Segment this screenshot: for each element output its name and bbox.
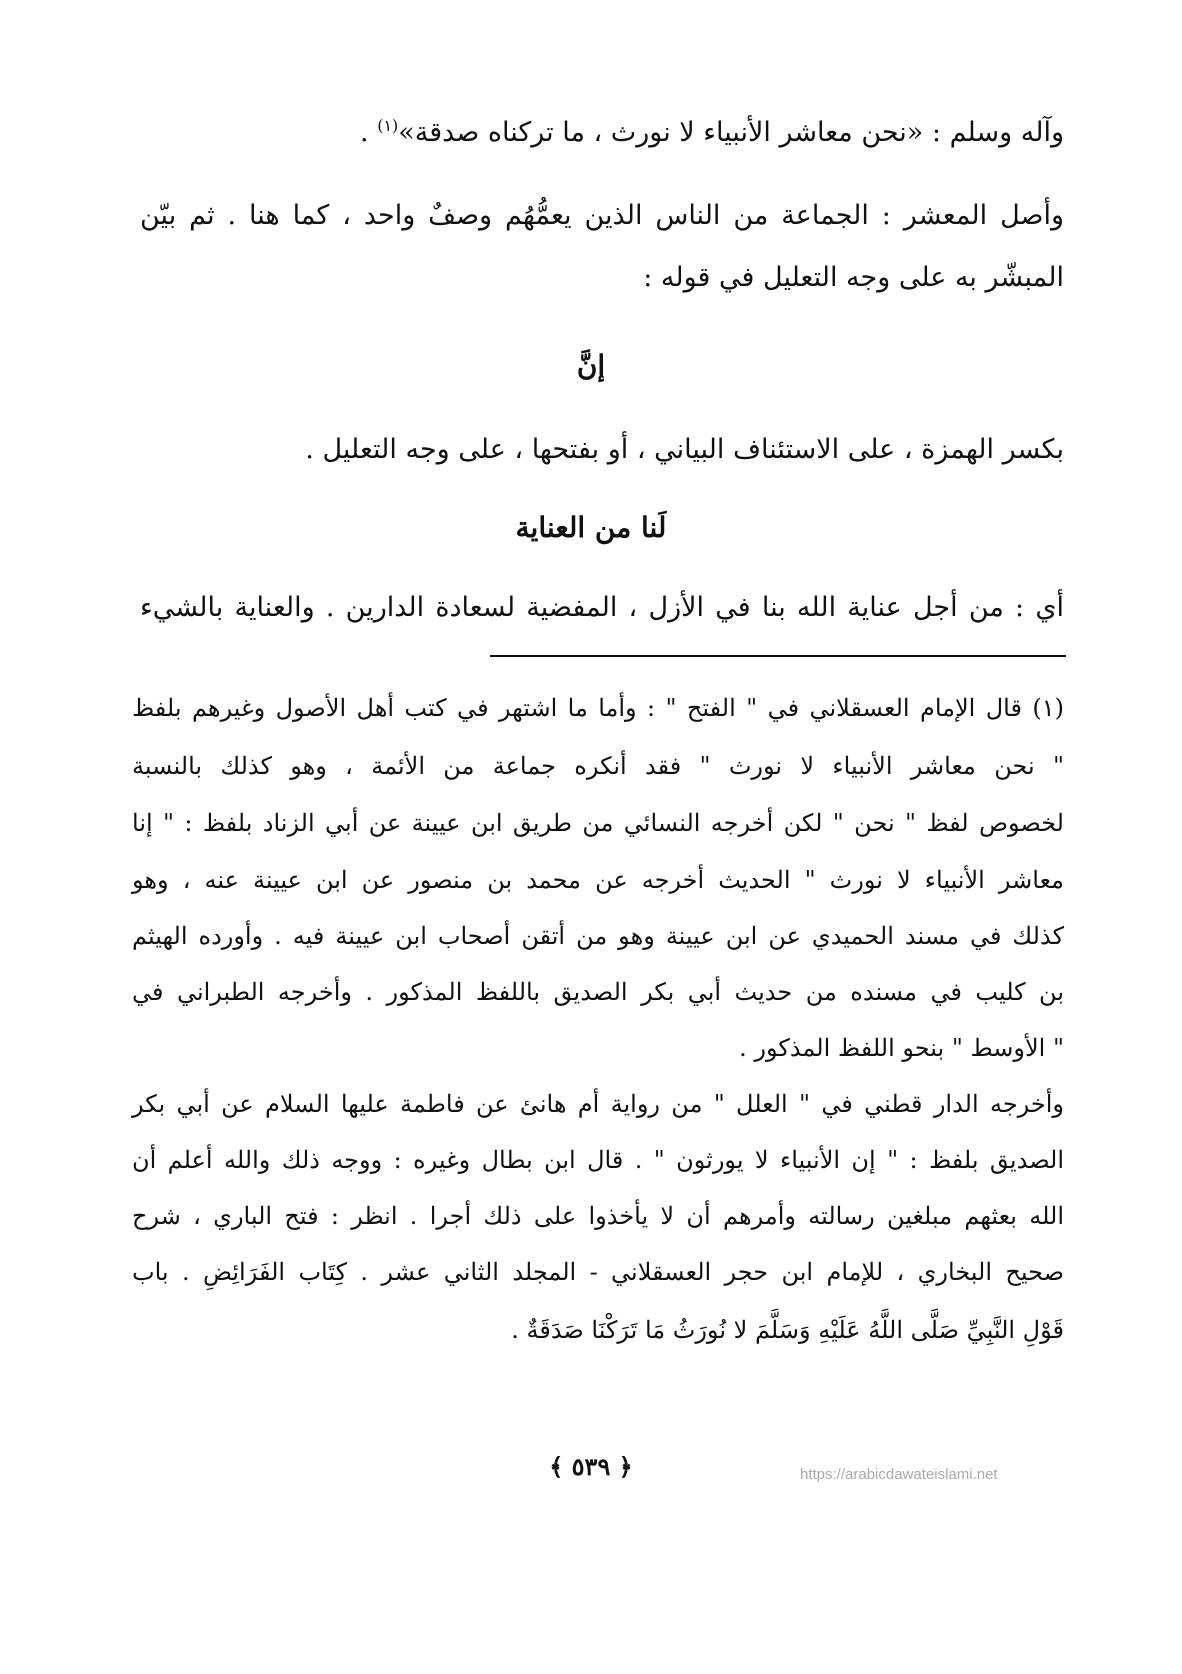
- footnote-line-3: لخصوص لفظ " نحن " لكن أخرجه النسائي من طريق ابن عيينة عن أبي الزناد بلفظ : " إنا: [132, 809, 1064, 837]
- footnote-line-9: الصديق بلفظ : " إن الأنبياء لا يورثون " . قال ابن بطال وغيره : ووجه ذلك والله أعلم أن: [132, 1146, 1064, 1174]
- footnote-line-8: وأخرجه الدار قطني في " العلل " من رواية أم هانئ عن فاطمة عليها السلام عن أبي بكر: [132, 1090, 1064, 1118]
- body-line-5: أي : من أجل عناية الله بنا في الأزل ، المفضية لسعادة الدارين . والعناية بالشيء: [140, 592, 1064, 623]
- verse-heading-2: لَنا من العناية: [515, 511, 667, 544]
- footnote-line-2: " نحن معاشر الأنبياء لا نورث " فقد أنكره جماعة من الأئمة ، وهو كذلك بالنسبة: [132, 752, 1064, 780]
- footnote-line-6: بن كليب في مسنده من حديث أبي بكر الصديق باللفظ المذكور . وأخرجه الطبراني في: [132, 978, 1064, 1006]
- footnote-line-7: " الأوسط " بنحو اللفظ المذكور .: [739, 1034, 1064, 1062]
- footnote-reference: (١): [377, 116, 399, 135]
- footnote-divider: [490, 655, 1066, 657]
- body-line-3: المبشّر به على وجه التعليل في قوله :: [643, 262, 1064, 293]
- verse-heading-1: إنَّ: [576, 349, 606, 382]
- body-line-2: وأصل المعشر : الجماعة من الناس الذين يعمُّهُم وصفٌ واحد ، كما هنا . ثم بيّن: [140, 200, 1064, 231]
- watermark-url: https://arabicdawateislami.net: [800, 1466, 998, 1483]
- footnote-line-4: معاشر الأنبياء لا نورث " الحديث أخرجه عن محمد بن منصور عن ابن عيينة عنه ، وهو: [132, 866, 1064, 894]
- body-line-4: بكسر الهمزة ، على الاستئناف البياني ، أو بفتحها ، على وجه التعليل .: [305, 434, 1064, 465]
- page-number: ﴿ ٥٣٩ ﴾: [549, 1452, 633, 1481]
- footnote-line-10: الله بعثهم مبلغين رسالته وأمرهم أن لا يأخذوا على ذلك أجرا . انظر : فتح الباري ، شرح: [132, 1202, 1064, 1230]
- body-line-1: وآله وسلم : «نحن معاشر الأنبياء لا نورث ، ما تركناه صدقة»$^{(١)}$ .: [360, 116, 1064, 148]
- footnote-line-11: صحيح البخاري ، للإمام ابن حجر العسقلاني - المجلد الثاني عشر . كِتَاب الفَرَائِضِ . باب: [132, 1258, 1064, 1286]
- footnote-line-12: قَوْلِ النَّبِيِّ صَلَّى اللَّهُ عَلَيْهِ وَسَلَّمَ لا نُورَثُ مَا تَرَكْنَا صَدَقَةٌ .: [511, 1316, 1064, 1344]
- footnote-line-1: (١) قال الإمام العسقلاني في " الفتح " : وأما ما اشتهر في كتب أهل الأصول وغيرهم بلفظ: [132, 694, 1064, 722]
- body-line-1-text: وآله وسلم : «نحن معاشر الأنبياء لا نورث ، ما تركناه صدقة»: [398, 117, 1064, 148]
- footnote-line-5: كذلك في مسند الحميدي عن ابن عيينة وهو من أتقن أصحاب ابن عيينة فيه . وأورده الهيثم: [132, 922, 1064, 950]
